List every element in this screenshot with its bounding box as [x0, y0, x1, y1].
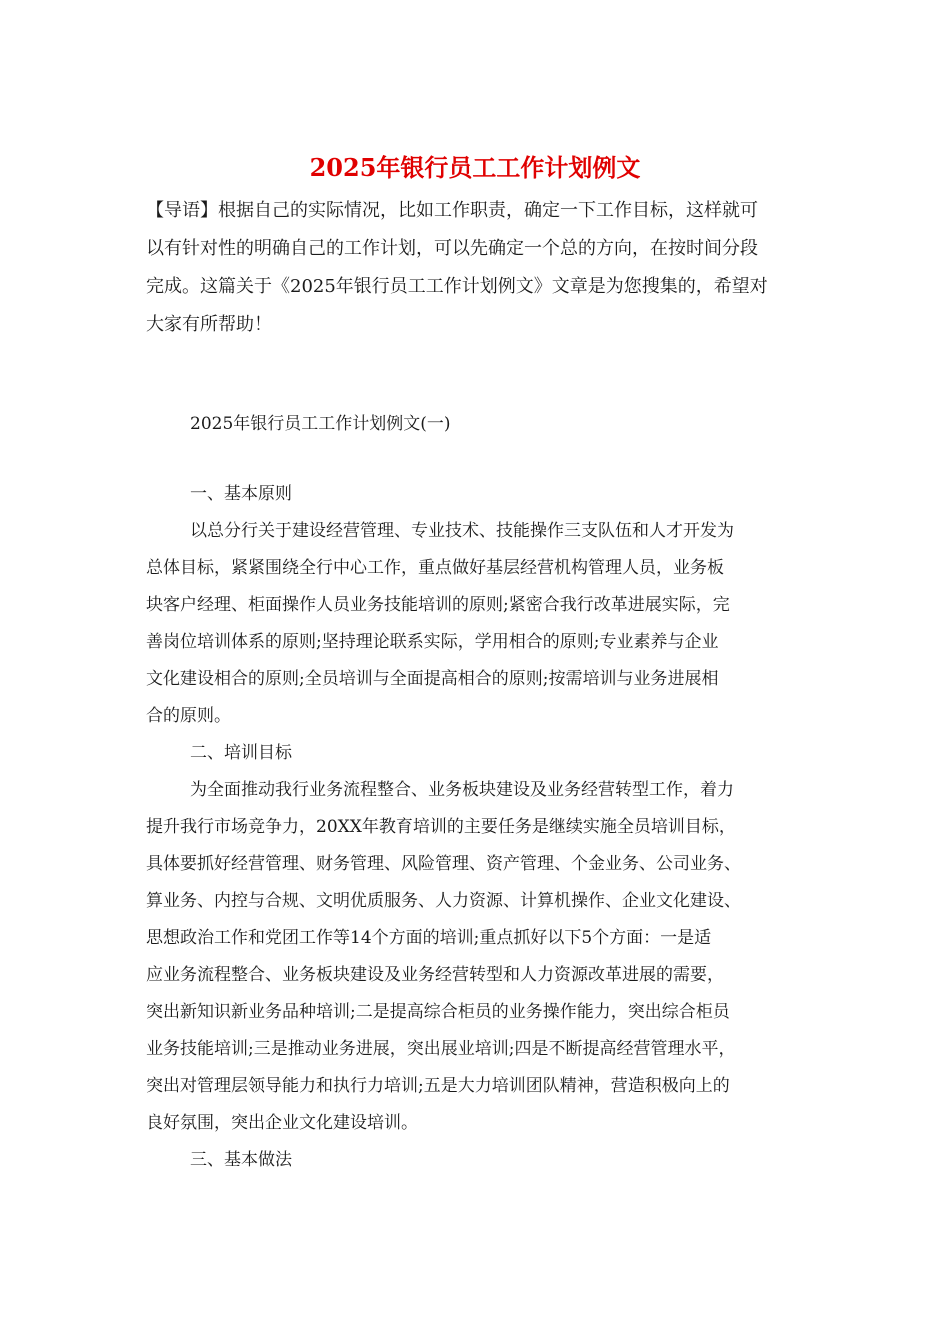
- intro-line: 【导语】根据自己的实际情况，比如工作职责，确定一下工作目标，这样就可: [146, 200, 758, 221]
- paragraph-line: 块客户经理、柜面操作人员业务技能培训的原则;紧密合我行改革进展实际，完: [146, 595, 730, 615]
- paragraph-line: 良好氛围，突出企业文化建设培训。: [146, 1113, 418, 1133]
- paragraph-line: 算业务、内控与合规、文明优质服务、人力资源、计算机操作、企业文化建设、: [146, 891, 741, 911]
- section-heading-principles: 一、基本原则: [190, 484, 292, 504]
- document-title: 2025年银行员工工作计划例文: [309, 153, 641, 182]
- goals-paragraph: [146, 772, 810, 1142]
- paragraph-line: 为全面推动我行业务流程整合、业务板块建设及业务经营转型工作，着力: [190, 780, 734, 800]
- paragraph-line: 合的原则。: [146, 706, 231, 726]
- paragraph-line: 业务技能培训;三是推动业务进展，突出展业培训;四是不断提高经营管理水平，: [146, 1039, 736, 1059]
- section-subheading: 2025年银行员工工作计划例文(一): [190, 414, 451, 434]
- intro-line: 以有针对性的明确自己的工作计划，可以先确定一个总的方向，在按时间分段: [146, 238, 758, 259]
- paragraph-line: 突出对管理层领导能力和执行力培训;五是大力培训团队精神，营造积极向上的: [146, 1076, 730, 1096]
- paragraph-line: 具体要抓好经营管理、财务管理、风险管理、资产管理、个金业务、公司业务、: [146, 854, 741, 874]
- paragraph-line: 以总分行关于建设经营管理、专业技术、技能操作三支队伍和人才开发为: [190, 521, 734, 541]
- intro-line: 完成。这篇关于《2025年银行员工工作计划例文》文章是为您搜集的，希望对: [146, 276, 768, 297]
- principles-paragraph: [146, 513, 810, 735]
- section-heading-goals: 二、培训目标: [190, 743, 292, 763]
- paragraph-line: 思想政治工作和党团工作等14个方面的培训;重点抓好以下5个方面：一是适: [146, 928, 712, 948]
- section-heading-methods: 三、基本做法: [190, 1150, 292, 1170]
- intro-paragraph: [146, 192, 810, 344]
- paragraph-line: 总体目标，紧紧围绕全行中心工作，重点做好基层经营机构管理人员，业务板: [146, 558, 724, 578]
- paragraph-line: 突出新知识新业务品种培训;二是提高综合柜员的业务操作能力，突出综合柜员: [146, 1002, 730, 1022]
- paragraph-line: 应业务流程整合、业务板块建设及业务经营转型和人力资源改革进展的需要，: [146, 965, 724, 985]
- paragraph-line: 提升我行市场竞争力，20XX年教育培训的主要任务是继续实施全员培训目标，: [146, 817, 736, 837]
- intro-line: 大家有所帮助！: [146, 314, 272, 335]
- paragraph-line: 文化建设相合的原则;全员培训与全面提高相合的原则;按需培训与业务进展相: [146, 669, 719, 689]
- document-body: [146, 476, 810, 1179]
- paragraph-line: 善岗位培训体系的原则;坚持理论联系实际，学用相合的原则;专业素养与企业: [146, 632, 719, 652]
